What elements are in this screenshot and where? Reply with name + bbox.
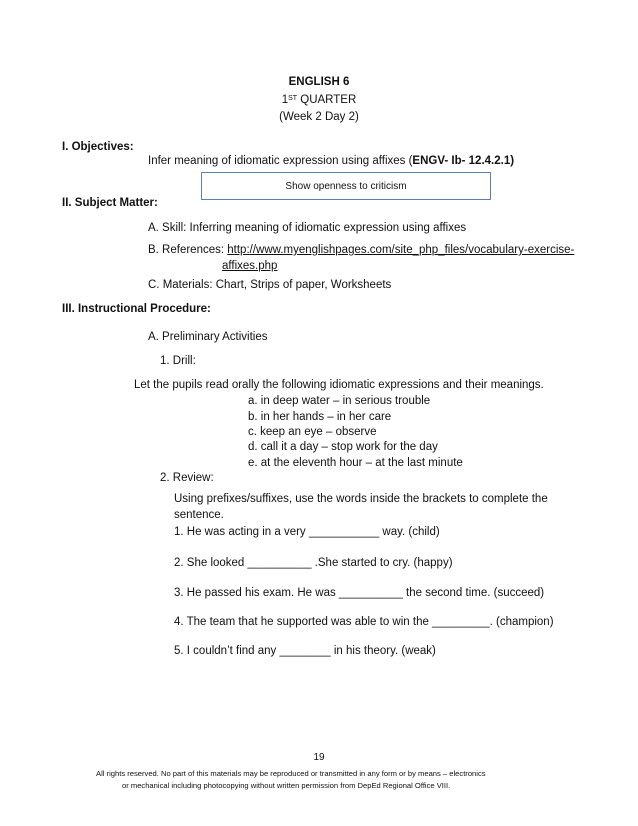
review-item: 4. The team that he supported was able to win the _________. (champion) bbox=[174, 616, 554, 628]
objective-text bbox=[148, 154, 514, 168]
objectives-heading: I. Objectives: bbox=[62, 141, 134, 153]
references-line bbox=[148, 243, 574, 257]
review-instruction: Using prefixes/suffixes, use the words inside the brackets to complete the bbox=[174, 493, 548, 505]
quarter-word: QUARTER bbox=[300, 94, 357, 106]
materials-line: C. Materials: Chart, Strips of paper, Worksheets bbox=[148, 279, 392, 291]
value-text: Show openness to criticism bbox=[285, 180, 407, 192]
document-title: ENGLISH 6 bbox=[288, 76, 350, 88]
quarter-label bbox=[0, 93, 638, 107]
objective-description: Infer meaning of idiomatic expression using affixes ( bbox=[148, 155, 413, 167]
page-number: 19 bbox=[313, 752, 325, 763]
review-item: 2. She looked __________ .She started to cry. (happy) bbox=[174, 557, 453, 569]
skill-line: A. Skill: Inferring meaning of idiomatic expression using affixes bbox=[148, 222, 467, 234]
quarter-number: 1 bbox=[281, 94, 289, 106]
value-integration-box bbox=[201, 172, 491, 200]
rights-notice-continued: or mechanical including photocopying without written permission from DepEd Regional Office VIII. bbox=[122, 781, 451, 790]
idiom-item: b. in her hands – in her care bbox=[248, 411, 392, 423]
week-label: (Week 2 Day 2) bbox=[279, 111, 359, 123]
review-instruction-continued: sentence. bbox=[174, 509, 224, 521]
review-item: 5. I couldn’t find any ________ in his theory. (weak) bbox=[174, 645, 436, 657]
preliminary-activities: A. Preliminary Activities bbox=[148, 331, 268, 343]
subject-matter-heading: II. Subject Matter: bbox=[62, 197, 158, 209]
review-label: 2. Review: bbox=[160, 472, 214, 484]
references-link-continued[interactable]: affixes.php bbox=[222, 260, 278, 272]
objective-code: ENGV- Ib- 12.4.2.1) bbox=[412, 155, 515, 167]
idiom-item: e. at the eleventh hour – at the last minute bbox=[248, 457, 463, 469]
review-item: 1. He was acting in a very ___________ way. (child) bbox=[174, 526, 440, 538]
idiom-item: d. call it a day – stop work for the day bbox=[248, 441, 438, 453]
references-label: B. References: bbox=[148, 244, 228, 256]
idiom-item: a. in deep water – in serious trouble bbox=[248, 395, 431, 407]
idiom-item: c. keep an eye – observe bbox=[248, 426, 377, 438]
review-item: 3. He passed his exam. He was __________ the second time. (succeed) bbox=[174, 587, 545, 599]
references-link[interactable]: http://www.myenglishpages.com/site_php_files/vocabulary-exercise- bbox=[227, 244, 575, 256]
quarter-superscript: ST bbox=[288, 95, 298, 102]
drill-instruction: Let the pupils read orally the following idiomatic expressions and their meanings. bbox=[134, 379, 544, 391]
rights-notice: All rights reserved. No part of this materials may be reproduced or transmitted in any form or by means – electronics bbox=[96, 769, 486, 778]
procedure-heading: III. Instructional Procedure: bbox=[62, 303, 211, 315]
drill-label: 1. Drill: bbox=[160, 355, 196, 367]
